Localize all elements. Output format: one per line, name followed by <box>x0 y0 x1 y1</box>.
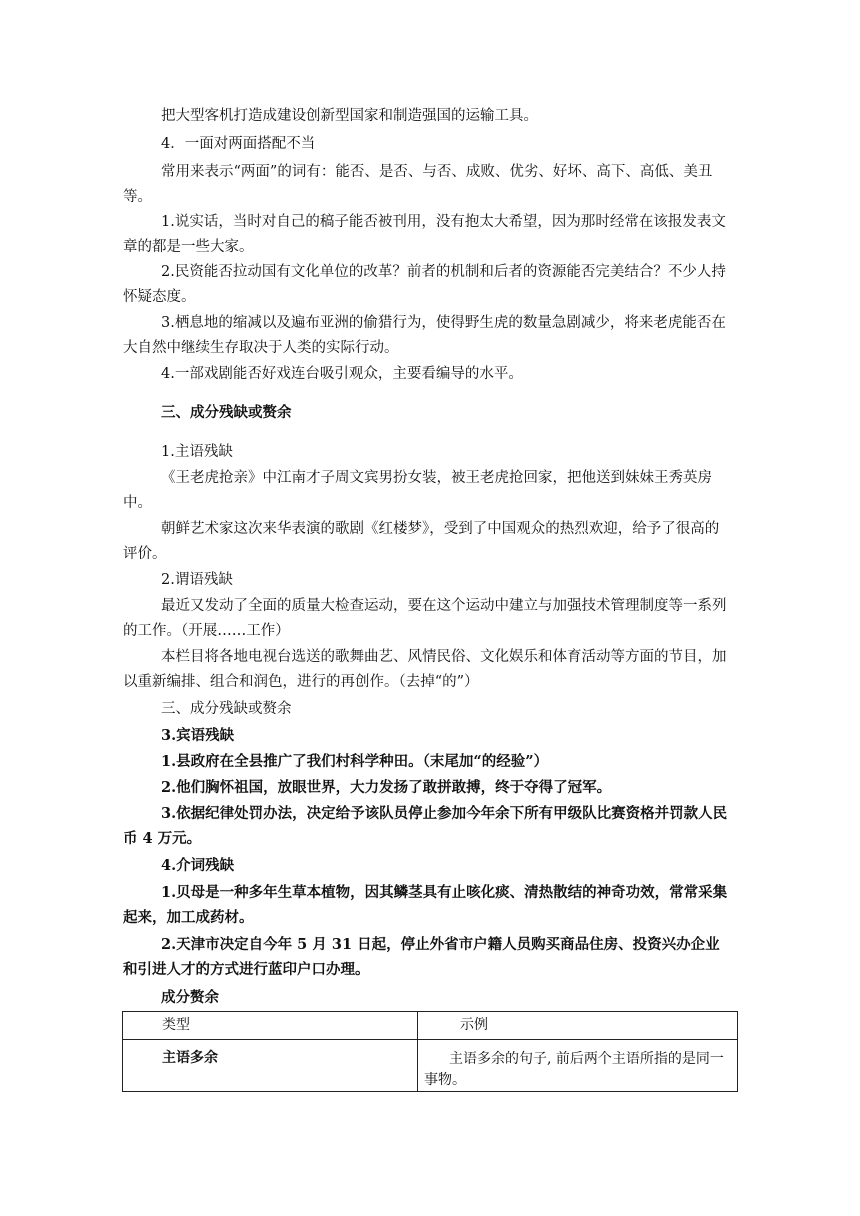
header-cell-type: 类型 <box>123 1012 418 1040</box>
redundancy-table <box>122 1011 738 1092</box>
table-caption: 成分赘余 <box>161 989 219 1006</box>
subheading: 4．一面对两面搭配不当 <box>161 136 316 152</box>
subheading: 4.介词残缺 <box>161 857 235 874</box>
example-sentence: 3.栖息地的缩减以及遍布亚洲的偷猎行为，使得野生虎的数量急剧减少，将来老虎能否在大自然中继续生存取决于人类的实际行动。 <box>123 315 726 356</box>
example-sentence: 4.一部戏剧能否好戏连台吸引观众，主要看编导的水平。 <box>161 366 523 382</box>
example-sentence: 朝鲜艺术家这次来华表演的歌剧《红楼梦》，受到了中国观众的热烈欢迎，给予了很高的评价。 <box>123 521 720 562</box>
header-cell-example: 示例 <box>418 1012 738 1040</box>
cell-example: 主语多余的句子, 前后两个主语所指的是同一事物。 <box>418 1040 738 1092</box>
example-sentence: 1.县政府在全县推广了我们村科学种田。（末尾加“的经验”） <box>161 753 549 770</box>
paragraph: 常用来表示“两面”的词有：能否、是否、与否、成败、优劣、好坏、高下、高低、美丑等。 <box>123 164 713 205</box>
example-sentence: 3.依据纪律处罚办法，决定给予该队员停止参加今年余下所有甲级队比赛资格并罚款人民币 4 万元。 <box>123 805 728 847</box>
example-sentence: 2.民资能否拉动国有文化单位的改革？前者的机制和后者的资源能否完美结合？不少人持怀疑态度。 <box>123 264 726 305</box>
subheading: 1.主语残缺 <box>161 444 233 460</box>
example-sentence: 最近又发动了全面的质量大检查运动，要在这个运动中建立与加强技术管理制度等一系列的工作。（开展……工作） <box>123 598 727 639</box>
paragraph: 把大型客机打造成建设创新型国家和制造强国的运输工具。 <box>161 108 538 124</box>
cell-type: 主语多余 <box>123 1040 418 1092</box>
example-sentence: 《王老虎抢亲》中江南才子周文宾男扮女装，被王老虎抢回家，把他送到妹妹王秀英房中。 <box>123 470 712 511</box>
table-header-row <box>123 1012 738 1040</box>
subheading: 2.谓语残缺 <box>161 572 233 588</box>
section-heading-repeat: 三、成分残缺或赘余 <box>161 701 292 717</box>
table-row <box>123 1040 738 1092</box>
example-sentence: 2.他们胸怀祖国，放眼世界，大力发扬了敢拼敢搏，终于夺得了冠军。 <box>161 779 612 796</box>
example-sentence: 1.贝母是一种多年生草本植物，因其鳞茎具有止咳化痰、清热散结的神奇功效，常常采集起来，加工成药材。 <box>123 884 728 926</box>
example-sentence: 本栏目将各地电视台选送的歌舞曲艺、风情民俗、文化娱乐和体育活动等方面的节目，加以重新编排、组合和润色，进行的再创作。（去掉“的”） <box>123 649 727 690</box>
section-heading: 三、成分残缺或赘余 <box>161 404 292 421</box>
example-sentence: 2.天津市决定自今年 5 月 31 日起，停止外省市户籍人员购买商品住房、投资兴办企业和引进人才的方式进行蓝印户口办理。 <box>123 936 720 978</box>
example-sentence: 1.说实话，当时对自己的稿子能否被刊用，没有抱太大希望，因为那时经常在该报发表文章的都是一些大家。 <box>123 214 726 255</box>
subheading: 3.宾语残缺 <box>161 727 235 744</box>
